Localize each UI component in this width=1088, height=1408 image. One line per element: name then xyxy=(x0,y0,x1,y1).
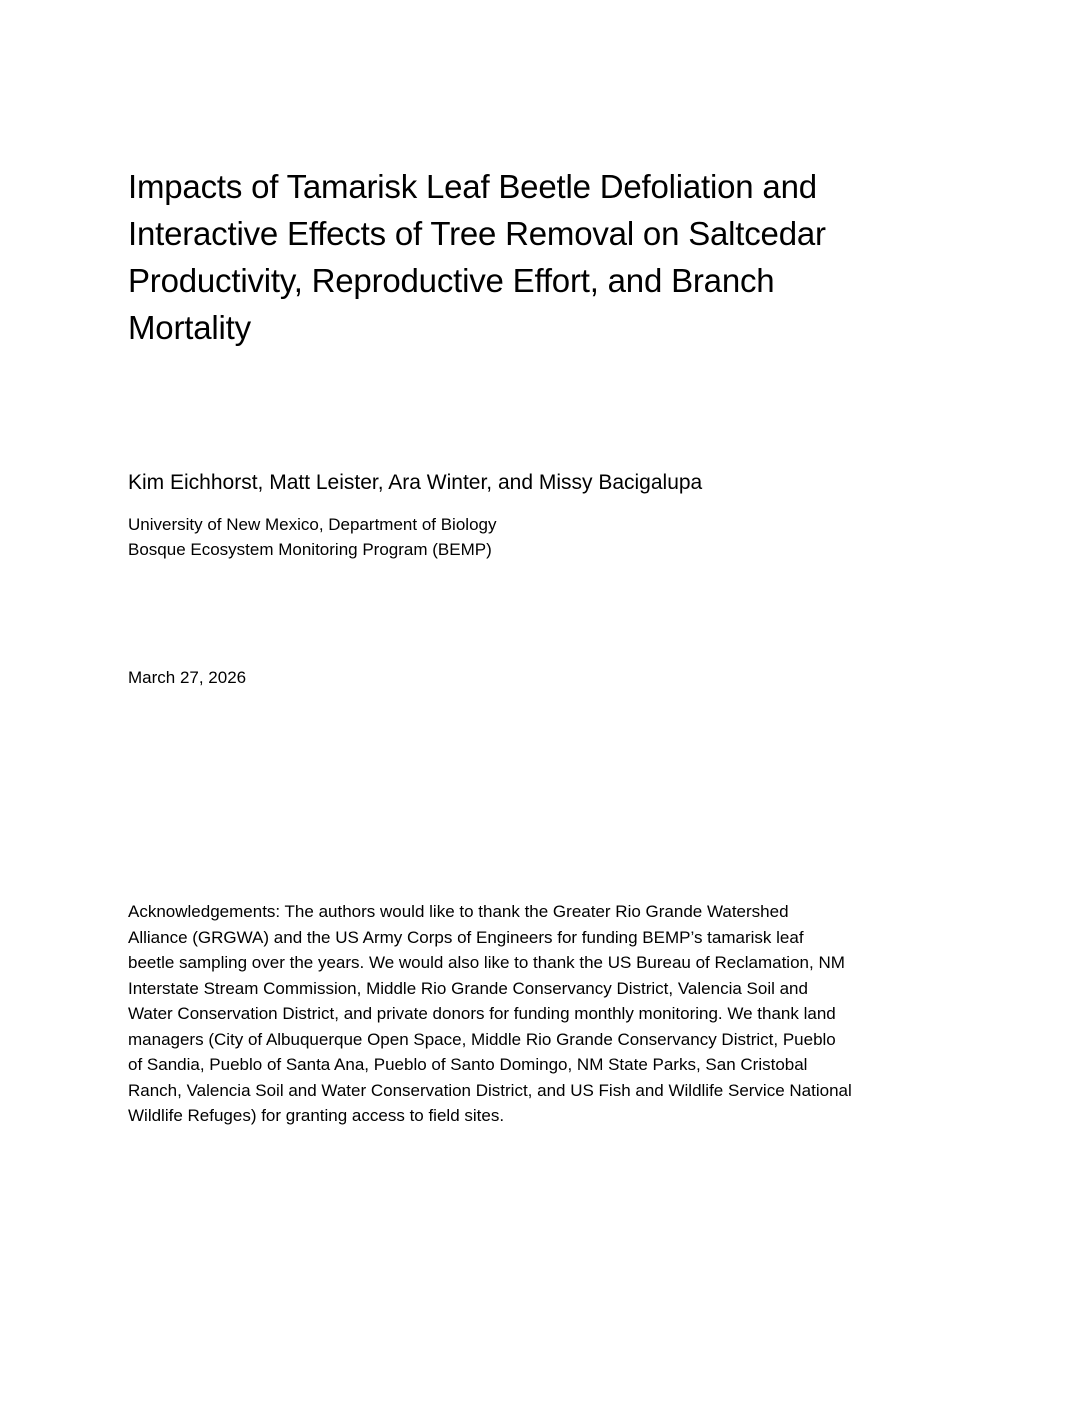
acknowledgements-line: Interstate Stream Commission, Middle Rio Grande Conservancy District, Valencia Soil and xyxy=(128,978,808,998)
title-line: Productivity, Reproductive Effort, and Branch xyxy=(128,262,775,299)
acknowledgements-line: Alliance (GRGWA) and the US Army Corps of Engineers for funding BEMP’s tamarisk leaf xyxy=(128,927,804,947)
title-line: Interactive Effects of Tree Removal on Saltcedar xyxy=(128,215,826,252)
paper-title xyxy=(128,163,948,351)
acknowledgements-line: Ranch, Valencia Soil and Water Conservation District, and US Fish and Wildlife Service National xyxy=(128,1080,852,1100)
acknowledgements-line: managers (City of Albuquerque Open Space, Middle Rio Grande Conservancy District, Pueblo xyxy=(128,1029,836,1049)
acknowledgements-line: beetle sampling over the years. We would also like to thank the US Bureau of Reclamation, NM xyxy=(128,953,845,972)
acknowledgements-line: Wildlife Refuges) for granting access to field sites. xyxy=(128,1106,505,1125)
title-line: Mortality xyxy=(128,309,251,346)
affiliation-line: Bosque Ecosystem Monitoring Program (BEMP) xyxy=(128,540,492,559)
acknowledgements-paragraph xyxy=(128,899,978,1129)
title-line: Impacts of Tamarisk Leaf Beetle Defoliation and xyxy=(128,168,817,205)
affiliation-line: University of New Mexico, Department of Biology xyxy=(128,515,497,534)
author-list: Kim Eichhorst, Matt Leister, Ara Winter, and Missy Bacigalupa xyxy=(128,471,703,494)
acknowledgements-line: of Sandia, Pueblo of Santa Ana, Pueblo of Santo Domingo, NM State Parks, San Cristobal xyxy=(128,1055,808,1074)
acknowledgements-line: Water Conservation District, and private donors for funding monthly monitoring. We thank land xyxy=(128,1004,836,1023)
publication-date: March 27, 2026 xyxy=(128,668,247,687)
affiliation xyxy=(128,512,496,562)
acknowledgements-line: Acknowledgements: The authors would like to thank the Greater Rio Grande Watershed xyxy=(128,902,789,921)
